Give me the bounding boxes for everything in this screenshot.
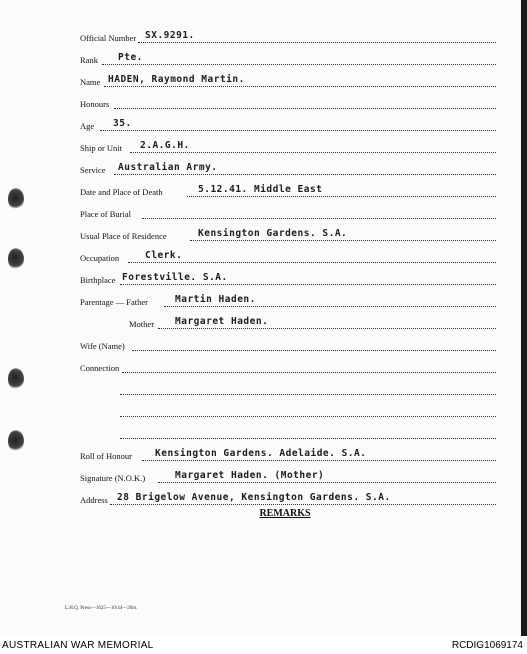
field-label: Service [80, 165, 106, 175]
field-label: Signature (N.O.K.) [80, 473, 146, 483]
dotted-line [128, 261, 496, 263]
field-label: Place of Burial [80, 209, 131, 219]
dotted-line [120, 415, 496, 417]
field-value: Kensington Gardens. S.A. [198, 228, 348, 239]
field-ship-or-unit [0, 136, 527, 156]
field-value: Clerk. [145, 250, 183, 261]
field-label: Age [80, 121, 95, 131]
field-value: 35. [113, 118, 132, 129]
dotted-line [130, 151, 496, 153]
field-value: Margaret Haden. [175, 316, 269, 327]
field-label: Occupation [80, 253, 120, 263]
dotted-line [110, 503, 496, 505]
field-label: Address [80, 495, 108, 505]
dotted-line [132, 349, 496, 351]
field-label: Birthplace [80, 275, 116, 285]
dotted-line [158, 327, 496, 329]
field-honours [0, 92, 527, 112]
field-value: Pte. [118, 52, 143, 63]
field-age [0, 114, 527, 134]
dotted-line [187, 195, 496, 197]
field-label: Rank [80, 55, 98, 65]
field-address [0, 488, 527, 508]
dotted-line [190, 239, 496, 241]
dotted-line [114, 107, 496, 109]
field-rank [0, 48, 527, 68]
field-label: Wife (Name) [80, 341, 125, 351]
footer-bar [0, 636, 527, 654]
field-service [0, 158, 527, 178]
footer-credit: AUSTRALIAN WAR MEMORIAL [2, 640, 154, 651]
field-roll-of-honour [0, 444, 527, 464]
remarks-heading: REMARKS [259, 508, 311, 519]
field-signature [0, 466, 527, 486]
field-label: Ship or Unit [80, 143, 123, 153]
field-label: Date and Place of Death [80, 187, 163, 197]
dotted-line [164, 305, 496, 307]
footer-id: RCDIG1069174 [451, 640, 523, 651]
dotted-line [158, 481, 496, 483]
dotted-line [100, 129, 496, 131]
dotted-line [138, 41, 496, 43]
dotted-line [114, 173, 496, 175]
field-label: Official Number [80, 33, 137, 43]
field-usual-residence [0, 224, 527, 244]
field-value: 2.A.G.H. [140, 140, 190, 151]
field-value: Martin Haden. [175, 294, 256, 305]
field-label: Roll of Honour [80, 451, 132, 461]
dotted-line [120, 437, 496, 439]
field-value: 5.12.41. Middle East [198, 184, 323, 195]
field-label: Usual Place of Residence [80, 231, 167, 241]
field-value: Margaret Haden. (Mother) [175, 470, 325, 481]
field-label: Parentage — Father [80, 297, 148, 307]
field-occupation [0, 246, 527, 266]
dotted-line [120, 393, 496, 395]
dotted-line [122, 371, 496, 373]
dotted-line [102, 63, 496, 65]
field-father [0, 290, 527, 310]
field-mother [0, 312, 527, 332]
field-birthplace [0, 268, 527, 288]
dotted-line [142, 217, 496, 219]
connection-blank-line [0, 400, 527, 420]
field-value: Australian Army. [118, 162, 218, 173]
dotted-line [142, 459, 496, 461]
field-value: HADEN, Raymond Martin. [108, 74, 245, 85]
dotted-line [120, 283, 496, 285]
connection-blank-line [0, 422, 527, 442]
field-value: Forestville. S.A. [122, 272, 228, 283]
field-value: 28 Brigelow Avenue, Kensington Gardens. S.A. [117, 492, 391, 503]
field-name [0, 70, 527, 90]
field-value: SX.9291. [145, 30, 195, 41]
field-place-of-burial [0, 202, 527, 222]
printer-imprint: L.H.Q. Press—1625—10/44—20m. [65, 606, 138, 611]
field-label: Connection [80, 363, 120, 373]
field-value: Kensington Gardens. Adelaide. S.A. [155, 448, 367, 459]
dotted-line [104, 85, 496, 87]
field-wife [0, 334, 527, 354]
field-label: Honours [80, 99, 110, 109]
field-label: Name [80, 77, 101, 87]
field-label: Mother [129, 319, 155, 329]
connection-blank-line [0, 378, 527, 398]
field-connection [0, 356, 527, 376]
field-date-place-death [0, 180, 527, 200]
field-official-number [0, 26, 527, 46]
